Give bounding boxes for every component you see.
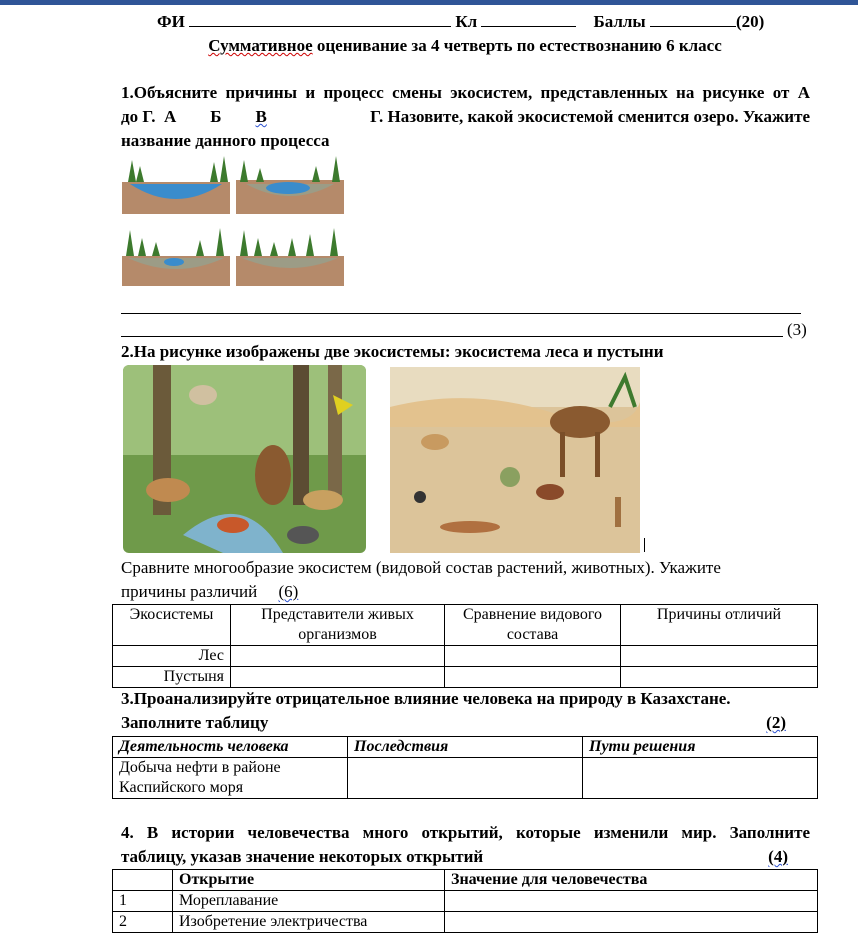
q1-points: (3) [787, 320, 807, 339]
table-cell[interactable] [445, 667, 621, 688]
desert-ecosystem-image [390, 367, 640, 553]
fi-field[interactable] [189, 10, 451, 27]
lake-succession-images [122, 152, 347, 288]
table-row [113, 758, 818, 799]
human-impact-table [112, 736, 818, 799]
student-info-line [157, 10, 764, 34]
table-row [113, 646, 818, 667]
table-header-row [113, 605, 818, 646]
column-header: Пути решения [583, 737, 818, 758]
fi-label: ФИ [157, 12, 185, 31]
succession-image-a [122, 152, 230, 214]
discoveries-table [112, 869, 818, 933]
activity-cell: Добыча нефти в районе Каспийского моря [113, 758, 348, 799]
discovery-name: Мореплавание [173, 891, 445, 912]
ecosystems-table [112, 604, 818, 688]
row-label-forest: Лес [113, 646, 231, 667]
table-header-row [113, 870, 818, 891]
question-4: 4. В истории человечества много открытий, которые изменили мир. Заполните таблицу, указав значение некоторых открытий (4) [121, 823, 810, 866]
class-field[interactable] [481, 10, 576, 27]
column-header: Открытие [173, 870, 445, 891]
column-header: Представители живых организмов [231, 605, 445, 646]
column-header [113, 870, 173, 891]
succession-image-c [122, 228, 230, 286]
class-label: Кл [455, 12, 478, 31]
page-title: Суммативное оценивание за 4 четверть по естествознанию 6 класс [208, 36, 722, 55]
table-cell[interactable] [445, 912, 818, 933]
table-cell[interactable] [621, 646, 818, 667]
column-header: Последствия [348, 737, 583, 758]
column-header: Сравнение видового состава [445, 605, 621, 646]
forest-ecosystem-image [123, 365, 366, 553]
table-cell[interactable] [621, 667, 818, 688]
text-cursor [644, 538, 645, 552]
question-1: 1.Объясните причины и процесс смены экосистем, представленных на рисунке от А до Г. А Б В Г. Назовите, какой экосистемой сменится озеро. Укажите название данного процесса [121, 83, 810, 150]
score-label: Баллы [593, 12, 646, 31]
answer-line-2[interactable] [121, 336, 783, 337]
table-cell[interactable] [231, 646, 445, 667]
column-header: Значение для человечества [445, 870, 818, 891]
table-cell[interactable] [445, 646, 621, 667]
score-field[interactable] [650, 10, 736, 27]
table-row [113, 912, 818, 933]
window-top-bar [0, 0, 858, 5]
table-header-row [113, 737, 818, 758]
table-row [113, 667, 818, 688]
row-label-desert: Пустыня [113, 667, 231, 688]
column-header: Деятельность человека [113, 737, 348, 758]
row-number: 2 [113, 912, 173, 933]
question-2-text: Сравните многообразие экосистем (видовой состав растений, животных). Укажите причины различий (6) [121, 558, 721, 601]
max-score: (20) [735, 12, 765, 31]
table-cell[interactable] [348, 758, 583, 799]
succession-image-d [236, 228, 344, 286]
succession-image-b [236, 156, 344, 214]
answer-line-1[interactable] [121, 313, 801, 314]
table-cell[interactable] [583, 758, 818, 799]
table-cell[interactable] [231, 667, 445, 688]
table-cell[interactable] [445, 891, 818, 912]
column-header: Причины отличий [621, 605, 818, 646]
table-row [113, 891, 818, 912]
question-2: 2.На рисунке изображены две экосистемы: экосистема леса и пустыни [121, 342, 664, 361]
question-3: 3.Проанализируйте отрицательное влияние человека на природу в Казахстане. Заполните таблицу (2) [121, 689, 786, 732]
discovery-name: Изобретение электричества [173, 912, 445, 933]
column-header: Экосистемы [113, 605, 231, 646]
row-number: 1 [113, 891, 173, 912]
